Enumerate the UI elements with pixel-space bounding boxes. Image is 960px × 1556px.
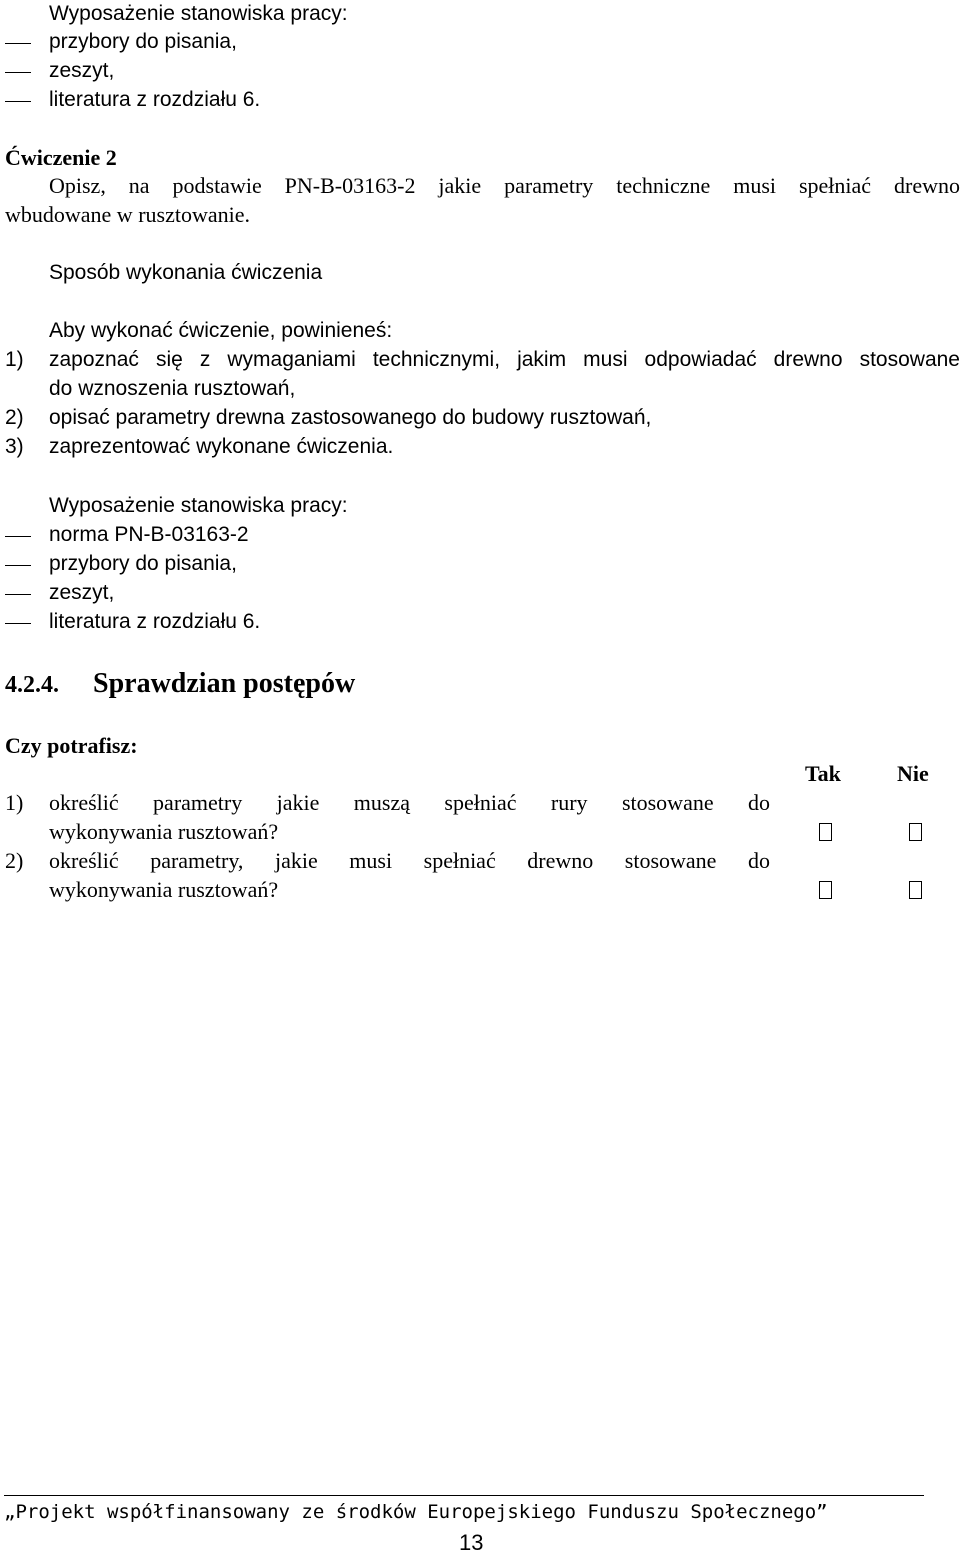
dash-bullet — [5, 565, 31, 566]
step-number: 1) — [5, 348, 24, 371]
equipment-heading-top: Wyposażenie stanowiska pracy: — [49, 2, 348, 25]
equipment-item: zeszyt, — [49, 581, 115, 604]
question-number: 1) — [5, 790, 24, 815]
step-text: zapoznać się z wymaganiami technicznymi, jakim musi odpowiadać drewno stosowane — [49, 348, 960, 371]
section-title: Sprawdzian postępów — [93, 668, 356, 699]
method-intro: Aby wykonać ćwiczenie, powinieneś: — [49, 319, 393, 342]
equipment-item: norma PN-B-03163-2 — [49, 523, 249, 546]
dash-bullet — [5, 72, 31, 73]
page-number: 13 — [459, 1530, 484, 1555]
question-text-cont: wykonywania rusztowań? — [49, 819, 279, 844]
section-number: 4.2.4. — [5, 672, 59, 698]
footer-divider — [4, 1495, 924, 1496]
dash-bullet — [5, 623, 31, 624]
equipment-item: przybory do pisania, — [49, 30, 237, 53]
step-text: opisać parametry drewna zastosowanego do budowy rusztowań, — [49, 406, 652, 429]
question-number: 2) — [5, 848, 24, 873]
step-text: zaprezentować wykonane ćwiczenia. — [49, 435, 394, 458]
step-text-cont: do wznoszenia rusztowań, — [49, 377, 296, 400]
equipment-item: zeszyt, — [49, 59, 115, 82]
checklist-heading: Czy potrafisz: — [5, 733, 138, 758]
question-text: określić parametry jakie muszą spełniać rury stosowane do — [49, 790, 770, 815]
question-text-cont: wykonywania rusztowań? — [49, 877, 279, 902]
yes-checkbox[interactable] — [819, 823, 832, 841]
dash-bullet — [5, 536, 31, 537]
exercise-description: Opisz, na podstawie PN-B-03163-2 jakie parametry techniczne musi spełniać drewno — [49, 173, 960, 198]
no-checkbox[interactable] — [909, 881, 922, 899]
dash-bullet — [5, 594, 31, 595]
step-number: 2) — [5, 406, 24, 429]
no-checkbox[interactable] — [909, 823, 922, 841]
dash-bullet — [5, 43, 31, 44]
no-column-label: Nie — [897, 761, 929, 786]
dash-bullet — [5, 101, 31, 102]
yes-column-label: Tak — [805, 761, 841, 786]
question-text: określić parametry, jakie musi spełniać drewno stosowane do — [49, 848, 770, 873]
footer-text: „Projekt współfinansowany ze środków Europejskiego Funduszu Społecznego” — [4, 1501, 828, 1523]
method-heading: Sposób wykonania ćwiczenia — [49, 261, 323, 284]
equipment-heading: Wyposażenie stanowiska pracy: — [49, 494, 348, 517]
equipment-item: literatura z rozdziału 6. — [49, 88, 261, 111]
yes-checkbox[interactable] — [819, 881, 832, 899]
equipment-item: przybory do pisania, — [49, 552, 237, 575]
exercise-title: Ćwiczenie 2 — [5, 145, 117, 170]
equipment-item: literatura z rozdziału 6. — [49, 610, 261, 633]
step-number: 3) — [5, 435, 24, 458]
exercise-description-cont: wbudowane w rusztowanie. — [5, 202, 250, 227]
